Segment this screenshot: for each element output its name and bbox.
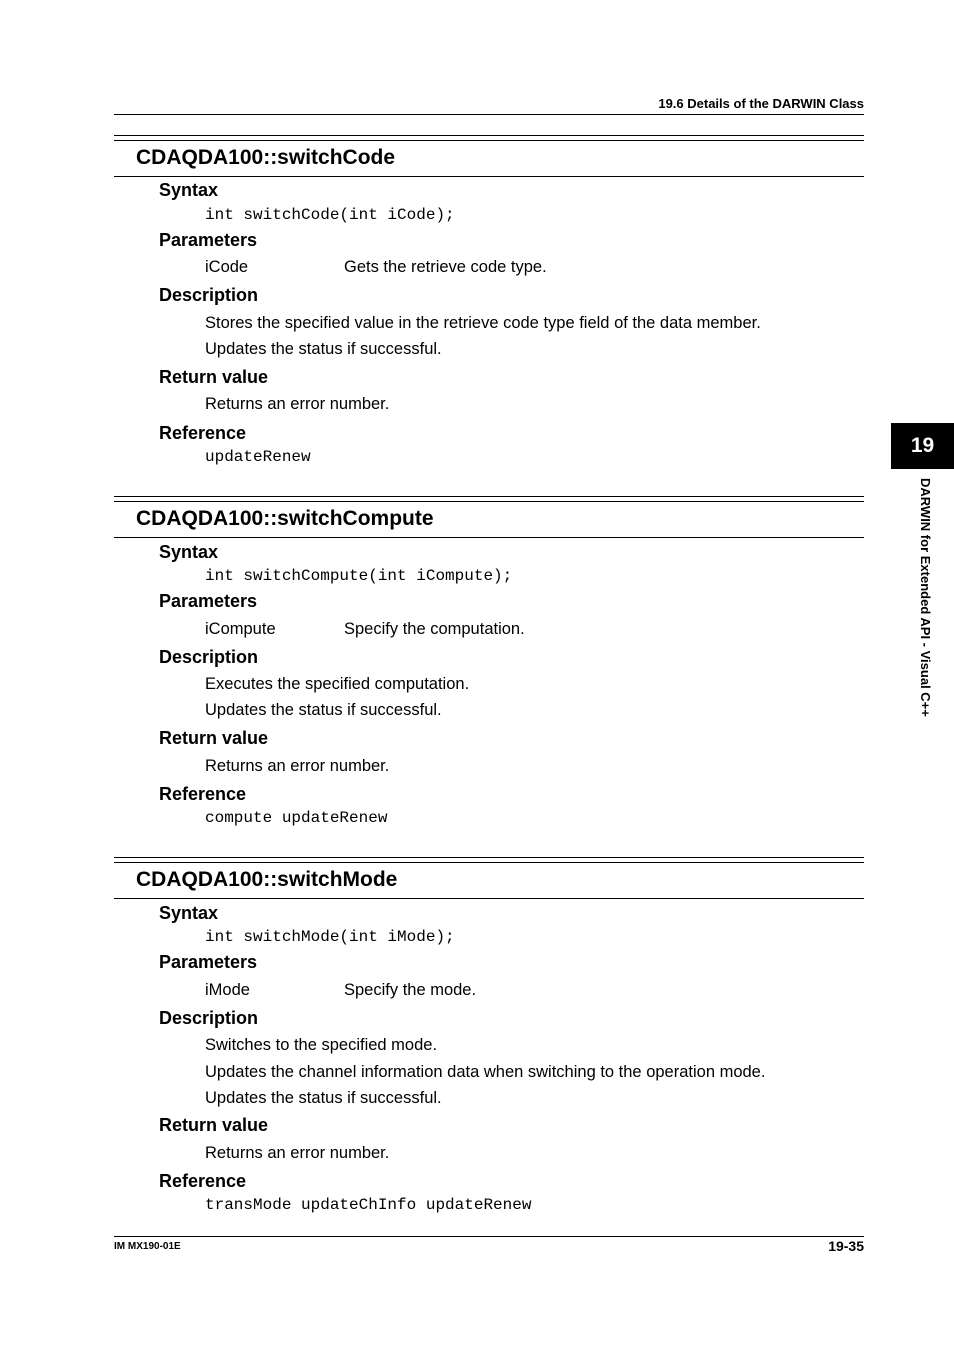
section-title-underline <box>114 898 864 899</box>
reference-label: Reference <box>159 1171 247 1191</box>
param-description: Gets the retrieve code type. <box>344 258 547 276</box>
section-switch-mode <box>114 857 864 1227</box>
syntax-code: int switchCode(int iCode); <box>205 206 455 224</box>
description-line: Updates the status if successful. <box>205 340 442 358</box>
parameters-label: Parameters <box>159 591 258 611</box>
reference-code: compute updateRenew <box>205 809 388 827</box>
description-line: Executes the specified computation. <box>205 675 470 693</box>
return-value-text: Returns an error number. <box>205 395 390 413</box>
return-value-label: Return value <box>159 367 269 387</box>
description-line: Updates the status if successful. <box>205 701 442 719</box>
parameters-label: Parameters <box>159 952 258 972</box>
return-value-text: Returns an error number. <box>205 1144 390 1162</box>
description-line: Updates the channel information data when switching to the operation mode. <box>205 1063 766 1081</box>
footer-rule <box>114 1236 864 1237</box>
section-rule-top-inner <box>114 862 864 863</box>
section-rule-top-inner <box>114 501 864 502</box>
description-label: Description <box>159 1008 259 1028</box>
syntax-label: Syntax <box>159 180 219 200</box>
description-line: Stores the specified value in the retrieve code type field of the data member. <box>205 314 761 332</box>
param-description: Specify the computation. <box>344 620 525 638</box>
description-line: Updates the status if successful. <box>205 1089 442 1107</box>
section-rule-top <box>114 135 864 136</box>
param-description: Specify the mode. <box>344 981 477 999</box>
syntax-label: Syntax <box>159 542 219 562</box>
footer-doc-id: IM MX190-01E <box>114 1241 181 1252</box>
header-rule <box>114 114 864 115</box>
reference-label: Reference <box>159 423 247 443</box>
section-rule-top-inner <box>114 140 864 141</box>
reference-code: updateRenew <box>205 448 311 466</box>
section-title: CDAQDA100::switchMode <box>136 868 398 891</box>
syntax-code: int switchCompute(int iCompute); <box>205 567 513 585</box>
reference-label: Reference <box>159 784 247 804</box>
section-switch-compute <box>114 496 864 836</box>
parameters-label: Parameters <box>159 230 258 250</box>
param-name: iMode <box>205 981 250 999</box>
running-header: 19.6 Details of the DARWIN Class <box>658 96 864 111</box>
syntax-label: Syntax <box>159 903 219 923</box>
return-value-label: Return value <box>159 728 269 748</box>
description-label: Description <box>159 647 259 667</box>
description-line: Switches to the specified mode. <box>205 1036 438 1054</box>
section-title-underline <box>114 537 864 538</box>
chapter-side-title: DARWIN for Extended API - Visual C++ <box>918 478 933 717</box>
section-rule-top <box>114 496 864 497</box>
param-name: iCode <box>205 258 249 276</box>
section-title: CDAQDA100::switchCompute <box>136 507 434 530</box>
section-switch-code <box>114 135 864 475</box>
section-title-underline <box>114 176 864 177</box>
description-label: Description <box>159 285 259 305</box>
section-rule-top <box>114 857 864 858</box>
section-title: CDAQDA100::switchCode <box>136 146 396 169</box>
return-value-label: Return value <box>159 1115 269 1135</box>
syntax-code: int switchMode(int iMode); <box>205 928 455 946</box>
return-value-text: Returns an error number. <box>205 757 390 775</box>
footer-page-number: 19-35 <box>828 1238 864 1254</box>
reference-code: transMode updateChInfo updateRenew <box>205 1196 532 1214</box>
param-name: iCompute <box>205 620 276 638</box>
chapter-tab: 19 <box>891 423 954 469</box>
